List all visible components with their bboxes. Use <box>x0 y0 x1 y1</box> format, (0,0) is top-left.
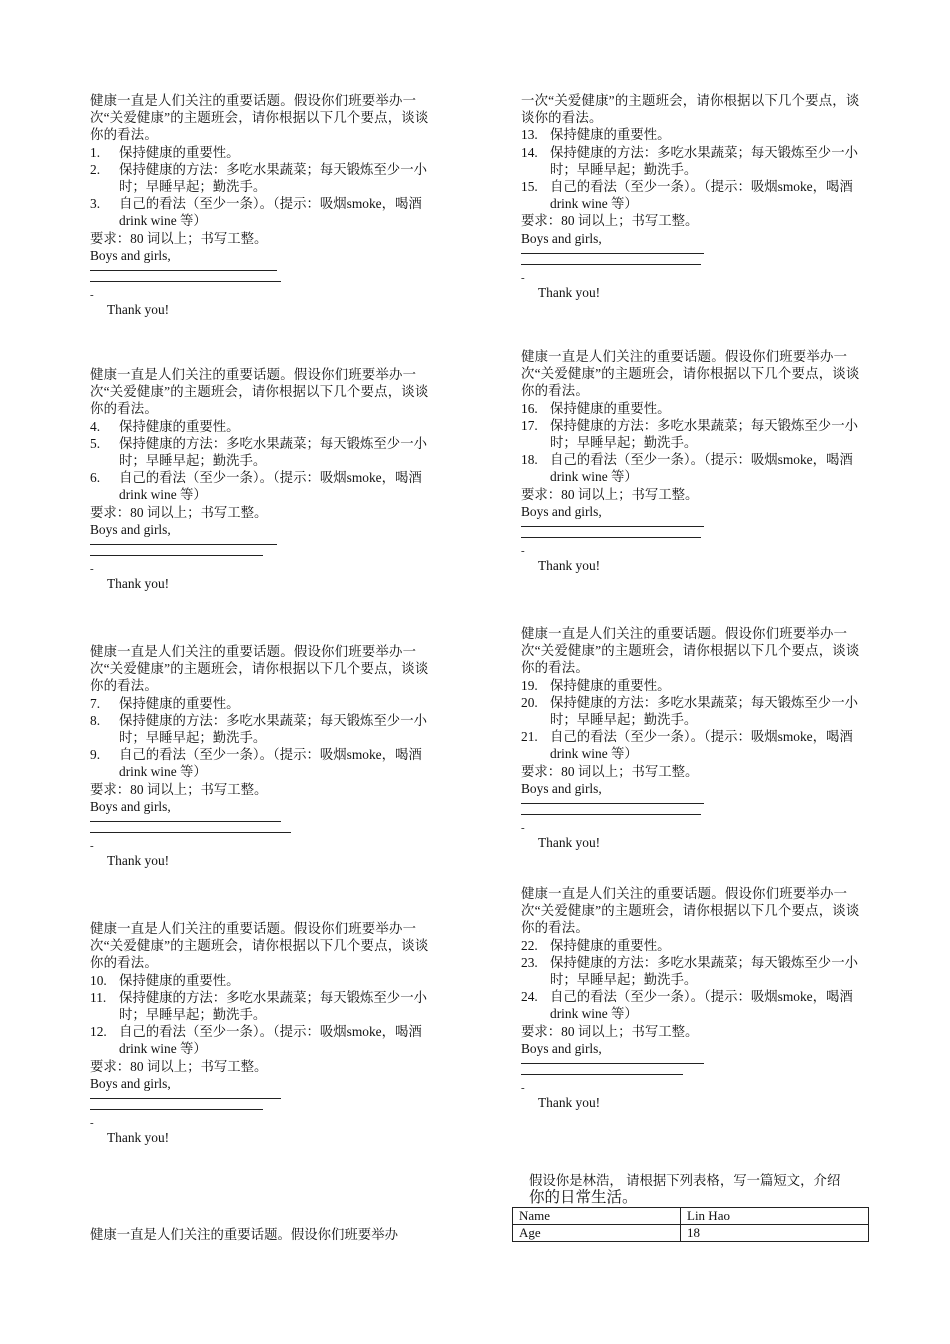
writing-line <box>90 832 291 833</box>
dash-mark: - <box>90 1117 94 1130</box>
writing-line <box>521 537 701 538</box>
item-text: 保持健康的重要性。 <box>550 400 671 416</box>
item-number: 9. <box>90 747 101 763</box>
list-item <box>90 144 435 161</box>
requirement-text: 要求：80 词以上；书写工整。 <box>521 213 699 229</box>
item-number: 4. <box>90 418 101 434</box>
item-number: 7. <box>90 695 101 711</box>
exercise-intro-partial: 健康一直是人们关注的重要话题。假设你们班要举办 <box>90 1227 398 1242</box>
table-row <box>513 1225 869 1242</box>
list-item <box>521 988 866 1022</box>
exercise-block-4 <box>90 920 435 1146</box>
requirement-text: 要求：80 词以上；书写工整。 <box>90 504 268 520</box>
writing-line <box>90 1098 281 1099</box>
table-cell-key: Age <box>513 1225 681 1242</box>
item-number: 8. <box>90 712 101 728</box>
greeting-text: Boys and girls, <box>521 1040 602 1056</box>
thank-you-text: Thank you! <box>538 284 601 300</box>
list-item <box>90 195 435 229</box>
item-number: 15. <box>521 179 538 195</box>
item-text: 自己的看法（至少一条）。（提示：吸烟smoke，喝酒drink wine 等） <box>119 470 422 503</box>
item-text: 保持健康的方法：多吃水果蔬菜；每天锻炼至少一小时；早睡早起；勤洗手。 <box>119 161 427 195</box>
greeting-text: Boys and girls, <box>521 780 602 796</box>
item-text: 保持健康的重要性。 <box>550 127 671 143</box>
requirement-text: 要求：80 词以上；书写工整。 <box>90 1058 268 1074</box>
item-number: 12. <box>90 1024 107 1040</box>
table-cell-value: 18 <box>681 1225 869 1242</box>
writing-line <box>521 264 701 265</box>
table-intro <box>512 1172 870 1206</box>
item-text: 自己的看法（至少一条）。（提示：吸烟smoke，喝酒drink wine 等） <box>119 747 422 780</box>
writing-line <box>90 1109 263 1110</box>
item-number: 13. <box>521 127 538 143</box>
item-number: 19. <box>521 677 538 693</box>
item-text: 保持健康的重要性。 <box>550 937 671 953</box>
thank-you-text: Thank you! <box>538 1095 601 1111</box>
writing-line <box>90 544 277 545</box>
item-text: 保持健康的重要性。 <box>119 418 240 434</box>
list-item <box>90 418 435 435</box>
writing-line <box>521 253 704 254</box>
list-item <box>90 161 435 195</box>
list-item <box>521 728 866 762</box>
greeting-text: Boys and girls, <box>90 1075 171 1091</box>
item-number: 21. <box>521 729 538 745</box>
writing-line <box>521 803 704 804</box>
list-item <box>521 400 866 417</box>
greeting-text: Boys and girls, <box>521 503 602 519</box>
item-text: 自己的看法（至少一条）。（提示：吸烟smoke，喝酒drink wine 等） <box>119 1024 422 1057</box>
list-item <box>521 677 866 694</box>
list-item <box>90 435 435 469</box>
thank-you-text: Thank you! <box>107 1130 170 1146</box>
requirement-text: 要求：80 词以上；书写工整。 <box>521 763 699 779</box>
item-text: 自己的看法（至少一条）。（提示：吸烟smoke，喝酒drink wine 等） <box>550 452 853 485</box>
writing-line <box>90 281 281 282</box>
table-cell-value: Lin Hao <box>681 1208 869 1225</box>
dash-mark: - <box>90 563 94 576</box>
item-number: 1. <box>90 144 101 160</box>
item-number: 10. <box>90 972 107 988</box>
item-number: 6. <box>90 470 101 486</box>
list-item <box>521 954 866 988</box>
greeting-text: Boys and girls, <box>90 247 171 263</box>
item-number: 11. <box>90 989 107 1005</box>
exercise-intro: 一次“关爱健康”的主题班会，请你根据以下几个要点，谈谈你的看法。 <box>521 93 860 126</box>
exercise-block-1 <box>90 92 435 318</box>
thank-you-text: Thank you! <box>538 835 601 851</box>
item-text: 保持健康的重要性。 <box>119 144 240 160</box>
table-intro-line2: 你的日常生活。 <box>529 1189 638 1206</box>
list-item <box>521 178 866 212</box>
item-number: 2. <box>90 161 101 177</box>
greeting-text: Boys and girls, <box>90 798 171 814</box>
dash-mark: - <box>521 1082 525 1095</box>
exercise-block-2 <box>90 366 435 592</box>
requirement-text: 要求：80 词以上；书写工整。 <box>90 230 268 246</box>
exercise-block-3 <box>90 643 435 869</box>
item-text: 保持健康的方法：多吃水果蔬菜；每天锻炼至少一小时；早睡早起；勤洗手。 <box>550 417 858 451</box>
item-number: 18. <box>521 452 538 468</box>
item-text: 保持健康的方法：多吃水果蔬菜；每天锻炼至少一小时；早睡早起；勤洗手。 <box>119 989 427 1023</box>
list-item <box>521 417 866 451</box>
writing-line <box>521 1063 704 1064</box>
item-number: 17. <box>521 417 538 433</box>
item-text: 保持健康的方法：多吃水果蔬菜；每天锻炼至少一小时；早睡早起；勤洗手。 <box>550 144 858 177</box>
item-text: 保持健康的方法：多吃水果蔬菜；每天锻炼至少一小时；早睡早起；勤洗手。 <box>550 694 858 728</box>
dash-mark: - <box>90 840 94 853</box>
item-number: 16. <box>521 400 538 416</box>
item-text: 自己的看法（至少一条）。（提示：吸烟smoke，喝酒drink wine 等） <box>550 989 853 1022</box>
exercise-block-5 <box>521 92 866 301</box>
dash-mark: - <box>521 822 525 835</box>
list-item <box>90 695 435 712</box>
requirement-text: 要求：80 词以上；书写工整。 <box>521 486 699 502</box>
daily-life-section <box>512 1172 870 1242</box>
dash-mark: - <box>521 271 525 284</box>
writing-line <box>90 821 281 822</box>
item-text: 保持健康的重要性。 <box>119 972 240 988</box>
item-text: 保持健康的方法：多吃水果蔬菜；每天锻炼至少一小时；早睡早起；勤洗手。 <box>119 435 427 469</box>
list-item <box>90 746 435 780</box>
exercise-block-8 <box>521 885 866 1111</box>
list-item <box>90 1023 435 1057</box>
writing-line <box>521 1074 683 1075</box>
item-text: 保持健康的方法：多吃水果蔬菜；每天锻炼至少一小时；早睡早起；勤洗手。 <box>550 954 858 988</box>
exercise-intro: 健康一直是人们关注的重要话题。假设你们班要举办一次“关爱健康”的主题班会，请你根据以下几个要点，谈谈你的看法。 <box>521 349 860 399</box>
requirement-text: 要求：80 词以上；书写工整。 <box>521 1023 699 1039</box>
dash-mark: - <box>90 289 94 302</box>
item-number: 24. <box>521 989 538 1005</box>
list-item <box>521 126 866 143</box>
exercise-intro: 健康一直是人们关注的重要话题。假设你们班要举办一次“关爱健康”的主题班会，请你根据以下几个要点，谈谈你的看法。 <box>521 626 860 676</box>
exercise-intro: 健康一直是人们关注的重要话题。假设你们班要举办一次“关爱健康”的主题班会，请你根据以下几个要点，谈谈你的看法。 <box>521 886 860 936</box>
item-number: 23. <box>521 954 538 970</box>
list-item <box>521 144 866 178</box>
list-item <box>521 451 866 485</box>
writing-line <box>90 555 263 556</box>
table-intro-line1: 假设你是林浩， 请根据下列表格，写一篇短文，介绍 <box>529 1173 841 1188</box>
thank-you-text: Thank you! <box>107 576 170 592</box>
exercise-intro: 健康一直是人们关注的重要话题。假设你们班要举办一次“关爱健康”的主题班会，请你根据以下几个要点，谈谈你的看法。 <box>90 644 429 694</box>
item-text: 自己的看法（至少一条）。（提示：吸烟smoke，喝酒drink wine 等） <box>550 729 853 762</box>
item-number: 5. <box>90 435 101 451</box>
exercise-intro: 健康一直是人们关注的重要话题。假设你们班要举办一次“关爱健康”的主题班会，请你根据以下几个要点，谈谈你的看法。 <box>90 367 429 417</box>
item-number: 14. <box>521 144 538 160</box>
writing-line <box>90 270 277 271</box>
list-item <box>90 712 435 746</box>
item-number: 20. <box>521 694 538 710</box>
list-item <box>521 694 866 728</box>
list-item <box>90 469 435 503</box>
greeting-text: Boys and girls, <box>521 230 602 246</box>
list-item <box>90 972 435 989</box>
thank-you-text: Thank you! <box>107 853 170 869</box>
requirement-text: 要求：80 词以上；书写工整。 <box>90 781 268 797</box>
item-text: 保持健康的重要性。 <box>550 677 671 693</box>
item-number: 3. <box>90 196 101 212</box>
exercise-block-6 <box>521 348 866 574</box>
thank-you-text: Thank you! <box>107 302 170 318</box>
list-item <box>521 937 866 954</box>
thank-you-text: Thank you! <box>538 558 601 574</box>
item-number: 22. <box>521 937 538 953</box>
greeting-text: Boys and girls, <box>90 521 171 537</box>
item-text: 自己的看法（至少一条）。（提示：吸烟smoke，喝酒drink wine 等） <box>550 179 853 212</box>
exercise-intro: 健康一直是人们关注的重要话题。假设你们班要举办一次“关爱健康”的主题班会，请你根据以下几个要点，谈谈你的看法。 <box>90 921 429 971</box>
item-text: 保持健康的重要性。 <box>119 695 240 711</box>
exercise-block-7 <box>521 625 866 851</box>
item-text: 自己的看法（至少一条）。（提示：吸烟smoke，喝酒drink wine 等） <box>119 196 422 229</box>
table-cell-key: Name <box>513 1208 681 1225</box>
info-table <box>512 1207 869 1242</box>
writing-line <box>521 814 701 815</box>
item-text: 保持健康的方法：多吃水果蔬菜；每天锻炼至少一小时；早睡早起；勤洗手。 <box>119 712 427 746</box>
writing-line <box>521 526 704 527</box>
list-item <box>90 989 435 1023</box>
dash-mark: - <box>521 545 525 558</box>
table-row <box>513 1208 869 1225</box>
exercise-intro: 健康一直是人们关注的重要话题。假设你们班要举办一次“关爱健康”的主题班会，请你根据以下几个要点，谈谈你的看法。 <box>90 93 429 143</box>
